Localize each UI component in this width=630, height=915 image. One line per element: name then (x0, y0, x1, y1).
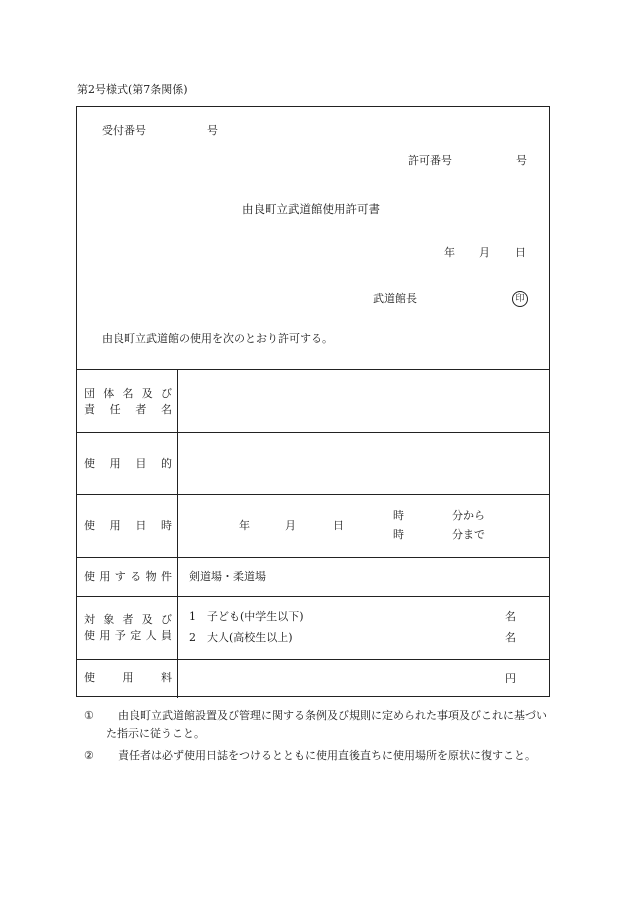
note-number: ① (84, 709, 94, 722)
divider (77, 659, 549, 660)
column-divider (177, 369, 178, 698)
receipt-number-suffix: 号 (207, 124, 218, 137)
org-label-line2: 責任者名 (84, 403, 172, 416)
issuer-title: 武道館長 (373, 292, 417, 305)
date-month-label: 月 (479, 246, 490, 259)
permit-number-label: 許可番号 (408, 154, 452, 167)
permit-number-suffix: 号 (516, 154, 527, 167)
people-adults: 2 大人(高校生以上) (189, 631, 293, 644)
facility-label: 使用する物件 (84, 570, 172, 583)
permit-statement: 由良町立武道館の使用を次のとおり許可する。 (102, 332, 333, 345)
fee-label: 使用料 (84, 671, 172, 684)
datetime-hour-from: 時 (393, 509, 404, 522)
note-item (82, 747, 552, 765)
note-text: 責任者は必ず使用日誌をつけるとともに使用直後直ちに使用場所を原状に復すこと。 (118, 749, 536, 762)
people-label-line1: 対象者及び (84, 613, 172, 626)
notes (82, 707, 552, 769)
datetime-label: 使用日時 (84, 519, 172, 532)
note-text: 由良町立武道館設置及び管理に関する条例及び規則に定められた事項及びこれに基づいた指示に従うこと。 (106, 709, 547, 740)
purpose-label: 使用目的 (84, 457, 172, 470)
facility-value: 剣道場・柔道場 (189, 570, 266, 583)
divider (77, 432, 549, 433)
seal-mark: 印 (512, 291, 528, 307)
document-title: 由良町立武道館使用許可書 (242, 202, 380, 216)
people-label-line2: 使用予定人員 (84, 629, 172, 642)
people-children-unit: 名 (505, 610, 516, 623)
permit-form (76, 106, 550, 697)
datetime-year: 年 (239, 519, 250, 532)
divider (77, 369, 549, 370)
divider (77, 557, 549, 558)
datetime-day: 日 (333, 519, 344, 532)
datetime-hour-to: 時 (393, 528, 404, 541)
note-number: ② (84, 749, 94, 762)
date-year-label: 年 (444, 246, 455, 259)
people-adults-unit: 名 (505, 631, 516, 644)
org-label-line1: 団体名及び (84, 387, 172, 400)
form-number: 第2号様式(第7条関係) (77, 83, 188, 96)
datetime-minute-to: 分まで (452, 528, 485, 541)
fee-unit: 円 (505, 672, 516, 685)
receipt-number-label: 受付番号 (102, 124, 146, 137)
datetime-minute-from: 分から (452, 509, 485, 522)
people-children: 1 子ども(中学生以下) (189, 610, 304, 623)
datetime-month: 月 (285, 519, 296, 532)
date-day-label: 日 (515, 246, 526, 259)
divider (77, 494, 549, 495)
note-item (82, 707, 552, 743)
divider (77, 596, 549, 597)
